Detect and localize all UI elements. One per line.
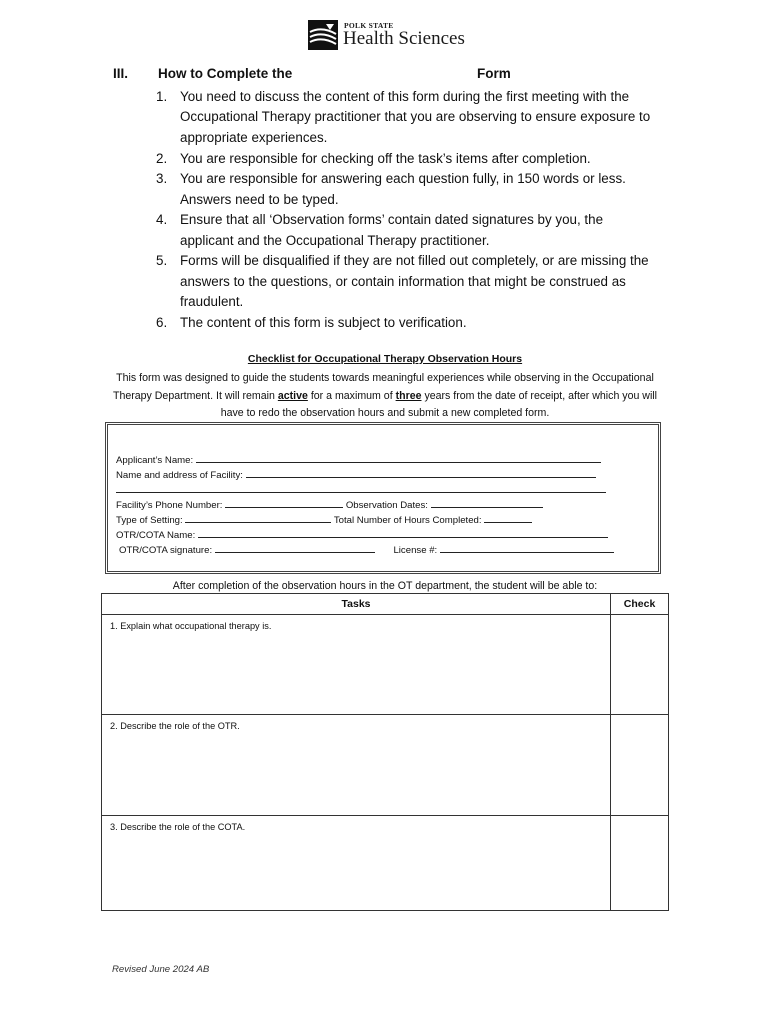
task-cell: 1. Explain what occupational therapy is. xyxy=(102,615,611,715)
check-cell[interactable] xyxy=(611,816,669,911)
instruction-item xyxy=(156,313,656,333)
facility-address-row xyxy=(116,483,606,496)
check-column-header: Check xyxy=(611,594,669,615)
otr-cota-signature-field[interactable] xyxy=(215,543,375,553)
setting-hours-row xyxy=(116,513,532,526)
instruction-text: Forms will be disqualified if they are not filled out completely, or are missing the answers to the questions, or contain information that might be construed as fraudulent. xyxy=(180,253,649,310)
license-label: License #: xyxy=(393,545,438,556)
otr-cota-name-row xyxy=(116,528,608,541)
instruction-item xyxy=(156,149,656,169)
facility-name-row xyxy=(116,468,596,481)
table-row xyxy=(102,816,669,911)
otr-cota-name-field[interactable] xyxy=(198,528,608,538)
phone-dates-row xyxy=(116,498,543,511)
facility-name-field[interactable] xyxy=(246,468,596,478)
intro-three-word: three xyxy=(395,389,422,402)
table-row xyxy=(102,615,669,715)
checklist-intro xyxy=(112,370,658,423)
intro-text-2: for a maximum of xyxy=(307,389,396,402)
applicant-name-label: Applicant’s Name: xyxy=(116,455,194,466)
instruction-text: You are responsible for answering each question fully, in 150 words or less. Answers need to be typed. xyxy=(180,171,626,207)
instruction-item xyxy=(156,210,656,251)
facility-address-field[interactable] xyxy=(116,483,606,493)
observation-dates-field[interactable] xyxy=(431,498,543,508)
instructions-list xyxy=(156,87,656,334)
section-form-word: Form xyxy=(477,66,511,81)
intro-active-word: active xyxy=(277,389,308,402)
instruction-item xyxy=(156,169,656,210)
instruction-number: 3. xyxy=(156,171,168,187)
instruction-number: 5. xyxy=(156,253,168,269)
applicant-name-field[interactable] xyxy=(196,453,601,463)
intro-text-3: years from the date of receipt, after which you will have to redo the observation hours and submit a new completed form. xyxy=(220,389,658,419)
type-of-setting-field[interactable] xyxy=(185,513,331,523)
revision-footer: Revised June 2024 AB xyxy=(112,964,210,975)
instruction-number: 2. xyxy=(156,150,168,166)
facility-phone-field[interactable] xyxy=(225,498,343,508)
logo-big-text: Health Sciences xyxy=(343,28,465,49)
polk-state-emblem-icon xyxy=(308,20,340,52)
instruction-text: The content of this form is subject to verification. xyxy=(180,314,467,330)
total-hours-label: Total Number of Hours Completed: xyxy=(333,515,482,526)
instruction-number: 1. xyxy=(156,89,168,104)
observation-dates-label: Observation Dates: xyxy=(345,500,428,511)
intro-text-1: This form was designed to guide the students towards meaningful experiences while observing in the Occupational Therapy Department. It will remain xyxy=(112,372,654,402)
checklist-title: Checklist for Occupational Therapy Observation Hours xyxy=(247,353,523,365)
total-hours-field[interactable] xyxy=(484,513,532,523)
logo-small-text: POLK STATE xyxy=(344,21,394,30)
facility-phone-label: Facility’s Phone Number: xyxy=(116,500,223,511)
table-row xyxy=(102,715,669,816)
type-of-setting-label: Type of Setting: xyxy=(116,515,183,526)
applicant-info-box xyxy=(105,422,661,574)
otr-cota-name-label: OTR/COTA Name: xyxy=(116,530,196,541)
instruction-item xyxy=(156,251,656,312)
instruction-text: You need to discuss the content of this form during the first meeting with the Occupational Therapy practitioner that you are observing to ensure exposure to appropriate experiences. xyxy=(180,89,651,145)
polk-state-logo xyxy=(308,20,468,54)
instruction-number: 4. xyxy=(156,212,168,228)
task-cell: 3. Describe the role of the COTA. xyxy=(102,816,611,911)
check-cell[interactable] xyxy=(611,615,669,715)
table-header-row xyxy=(102,594,669,615)
instruction-text: Ensure that all ‘Observation forms’ contain dated signatures by you, the applicant and the Occupational Therapy practitioner. xyxy=(180,212,604,248)
instruction-text: You are responsible for checking off the task’s items after completion. xyxy=(180,150,591,166)
instruction-number: 6. xyxy=(156,314,168,330)
otr-cota-signature-label: OTR/COTA signature: xyxy=(119,545,213,556)
section-numeral: III. xyxy=(113,66,129,81)
facility-name-label: Name and address of Facility: xyxy=(116,470,243,481)
after-completion-text: After completion of the observation hours in the OT department, the student will be able to: xyxy=(172,580,598,592)
instruction-item xyxy=(156,87,656,148)
license-field[interactable] xyxy=(440,543,614,553)
check-cell[interactable] xyxy=(611,715,669,816)
tasks-column-header: Tasks xyxy=(102,594,611,615)
applicant-name-row xyxy=(116,453,601,466)
tasks-table xyxy=(101,593,669,911)
signature-license-row xyxy=(119,543,614,556)
section-title: How to Complete the xyxy=(158,66,293,81)
task-cell: 2. Describe the role of the OTR. xyxy=(102,715,611,816)
